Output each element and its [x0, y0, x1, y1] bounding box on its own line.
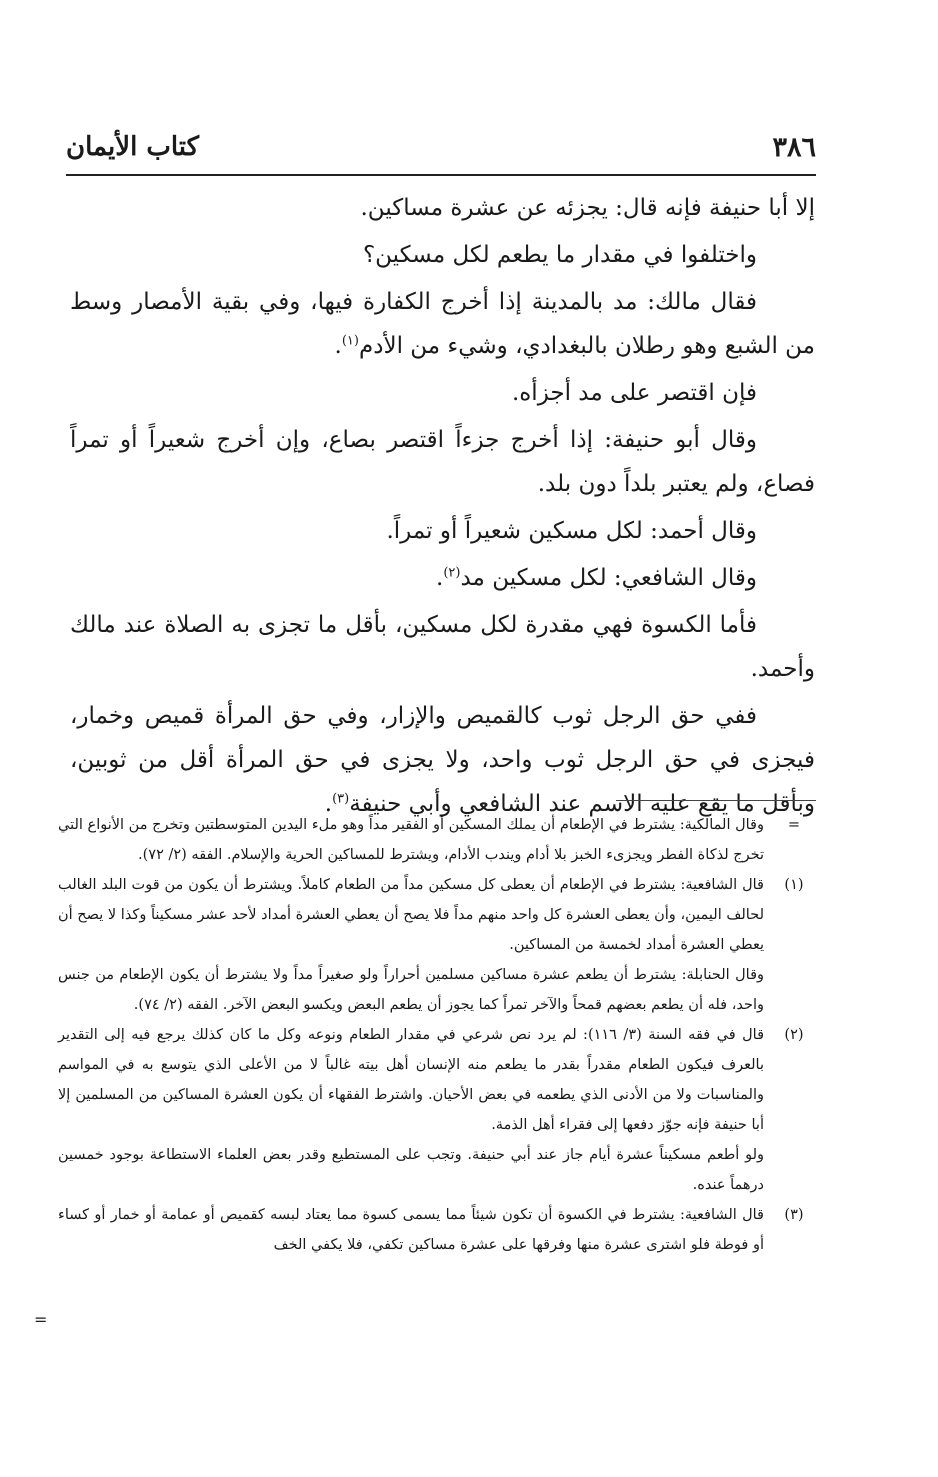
footnote-text: قال الشافعية: يشترط في الكسوة أن تكون شيئاً مما يسمى كسوة مما يعتاد لبسه كقميص أو عمامة أو خمار أو كساء أو فوطة فلو اشترى عشرة منها وفرقها على عشرة مساكين تكفي، فلا يكفي الخف	[58, 1207, 764, 1253]
footnote-rule	[616, 800, 816, 801]
page-number: ٣٨٦	[772, 132, 816, 163]
paragraph	[70, 694, 815, 826]
header-rule	[66, 174, 816, 176]
footnote-text: وقال الحنابلة: يشترط أن يطعم عشرة مساكين مسلمين أحراراً ولو صغيراً مداً ولا يشترط أن يكون الإطعام من جنس واحد، فله أن يطعم بعضهم قمحاً والآخر تمراً كما يجوز أن يطعم البعض ويكسو البعض الآخر. الفقه (٢/ ٧٤).	[58, 967, 764, 1013]
footnote-ref: (٢)	[443, 565, 461, 581]
paragraph-text: إلا أبا حنيفة فإنه قال: يجزئه عن عشرة مساكين.	[360, 195, 815, 221]
footnote-text: وقال المالكية: يشترط في الإطعام أن يملك المسكين أو الفقير مداً وهو ملء اليدين المتوسطتين وتخرج من الأنواع التي تخرج لذكاة الفطر ويجزىء الخبز بلا أدام ويندب الأدام، ويشترط للمساكين الحرية والإسلام. الفقه (٢/ ٧٢).	[58, 817, 764, 863]
paragraph	[70, 371, 815, 415]
footnote-text: قال في فقه السنة (٣/ ١١٦): لم يرد نص شرعي في مقدار الطعام ونوعه وكل ما كان كذلك يرجع فيه إلى التقدير بالعرف فيكون الطعام مقدراً بقدر ما يطعم منه الإنسان أهل بيته غالباً لا من الأعلى الذي يتوسع به في المواسم والمناسبات ولا من الأدنى الذي يطعمه في بعض الأحيان. واشترط الفقهاء أن يكون العشرة المساكين من المسلمين إلا أبا حنيفة فإنه جوّز دفعها إلى فقراء أهل الذمة.	[58, 1027, 764, 1133]
footnote-number: =	[787, 817, 801, 833]
page-header	[66, 128, 816, 168]
continuation-mark: =	[34, 1310, 48, 1329]
footnote-continued	[58, 810, 816, 870]
footnote-2	[58, 1020, 816, 1200]
main-text	[70, 186, 815, 829]
footnotes	[58, 810, 816, 1260]
paragraph	[70, 280, 815, 368]
paragraph	[70, 603, 815, 691]
paragraph-tail: .	[436, 565, 444, 591]
footnote-number: (٢)	[784, 1027, 804, 1043]
footnote-text: ولو أطعم مسكيناً عشرة أيام جاز عند أبي حنيفة. وتجب على المستطيع وقدر بعض العلماء الاستطاعة بوجود خمسين درهماً عنده.	[58, 1147, 764, 1193]
footnote-ref: (١)	[341, 333, 359, 349]
footnote-1	[58, 870, 816, 1020]
footnote-number: (١)	[784, 877, 804, 893]
paragraph	[70, 186, 815, 230]
book-title: كتاب الأيمان	[66, 132, 200, 162]
paragraph-text: وقال الشافعي: لكل مسكين مد	[460, 565, 757, 591]
paragraph-text: وقال أحمد: لكل مسكين شعيراً أو تمراً.	[386, 518, 757, 544]
paragraph-text: فأما الكسوة فهي مقدرة لكل مسكين، بأقل ما تجزى به الصلاة عند مالك وأحمد.	[70, 612, 815, 682]
footnote-number: (٣)	[784, 1207, 804, 1223]
footnote-text: قال الشافعية: يشترط في الإطعام أن يعطى كل مسكين مداً من الطعام كاملاً. ويشترط أن يكون من قوت البلد الغالب لحالف اليمين، وأن يعطى العشرة كل واحد منهم مداً فلا يصح أن يعطي العشرة أمداد لأحد عشر مسكيناً وكذا لا يصح أن يعطي العشرة أمداد لخمسة من المساكين.	[58, 877, 764, 953]
paragraph-text: فقال مالك: مد بالمدينة إذا أخرج الكفارة فيها، وفي بقية الأمصار وسط من الشبع وهو رطلان بالبغدادي، وشيء من الأدم	[70, 289, 815, 359]
paragraph	[70, 509, 815, 553]
paragraph-tail: .	[324, 791, 333, 817]
paragraph-text: واختلفوا في مقدار ما يطعم لكل مسكين؟	[362, 242, 757, 268]
paragraph	[70, 556, 815, 600]
paragraph-text: وقال أبو حنيفة: إذا أخرج جزءاً اقتصر بصاع، وإن أخرج شعيراً أو تمراً فصاع، ولم يعتبر بلداً دون بلد.	[70, 427, 815, 497]
paragraph	[70, 233, 815, 277]
paragraph-text: ففي حق الرجل ثوب كالقميص والإزار، وفي حق المرأة قميص وخمار، فيجزى في حق الرجل ثوب واحد، ولا يجزى في حق المرأة أقل من ثوبين، وبأقل ما يقع عليه الاسم عند الشافعي وأبي حنيفة	[70, 703, 815, 817]
footnote-3	[58, 1200, 816, 1260]
paragraph	[70, 418, 815, 506]
footnote-ref: (٣)	[332, 791, 350, 807]
paragraph-text: فإن اقتصر على مد أجزأه.	[511, 380, 757, 406]
paragraph-tail: .	[334, 333, 342, 359]
